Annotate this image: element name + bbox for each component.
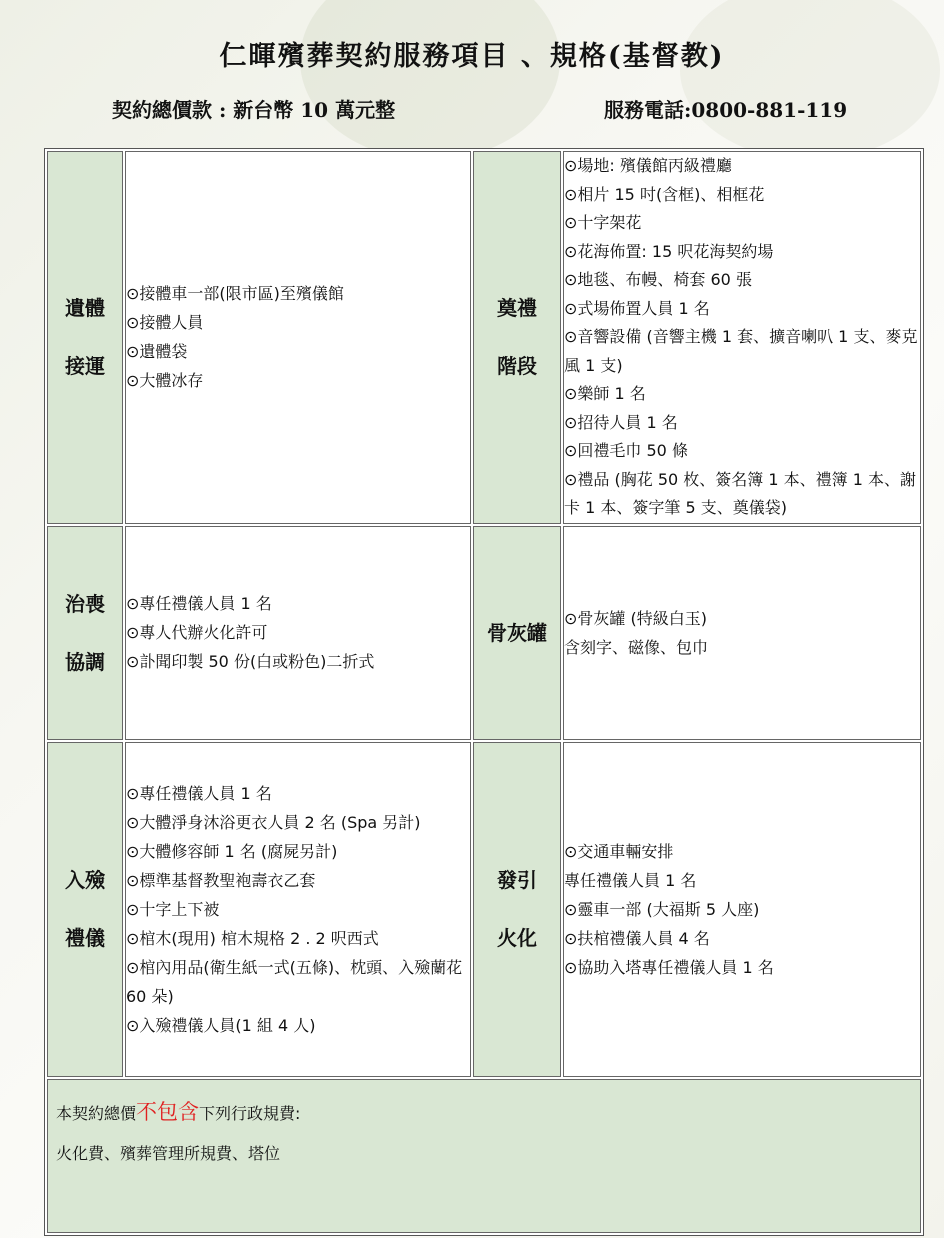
service-table [44,148,924,1236]
section-content-funeral-coordination [125,526,471,740]
contract-price: 契約總價款 : 新台幣 10 萬元整 [112,98,396,122]
exclusions-note [47,1079,921,1233]
table-row [47,151,921,524]
background-leaf [680,0,940,160]
list-item: ⊙骨灰罐 (特級白玉) [564,608,707,628]
list-item: ⊙接體車一部(限市區)至殯儀館 [126,284,344,304]
list-item: ⊙樂師 1 名 [564,384,646,403]
table-row [47,526,921,740]
list-item: ⊙十字架花 [564,213,642,232]
background-leaf [300,0,560,160]
exclusions-list: 火化費、殯葬管理所規費、塔位 [56,1143,281,1163]
list-item: ⊙地毯、布幔、椅套 60 張 [564,270,752,289]
list-item: ⊙場地: 殯儀館丙級禮廳 [564,156,732,175]
table-row [47,742,921,1077]
list-item: ⊙大體冰存 [126,371,204,391]
list-item: ⊙靈車一部 (大福斯 5 人座) [564,899,760,919]
section-content-body-transport [125,151,471,524]
list-item: ⊙招待人員 1 名 [564,412,678,432]
section-label-encoffining: 入殮 禮儀 [47,742,123,1077]
section-label-urn: 骨灰罐 [473,526,561,740]
section-label-body-transport: 遺體 接運 [47,151,123,524]
page-title: 仁暉殯葬契約服務項目 、規格(基督教) [219,41,725,72]
list-item: ⊙十字上下被 [126,899,220,919]
list-item: ⊙音響設備 (音響主機 1 套、擴音喇叭 1 支、麥克風 1 支) [564,327,918,375]
not-included-highlight: 不包含 [136,1099,200,1124]
list-item: ⊙相片 15 吋(含框)、相框花 [564,184,765,204]
list-item: ⊙棺木(現用) 棺木規格 2 . 2 呎西式 [126,928,379,948]
list-item: ⊙大體淨身沐浴更衣人員 2 名 (Spa 另計) [126,812,421,832]
list-item: ⊙專任禮儀人員 1 名 [126,594,272,613]
list-item: ⊙入殮禮儀人員(1 組 4 人) [126,1015,316,1035]
section-label-cremation: 發引 火化 [473,742,561,1077]
section-content-cremation [563,742,921,1077]
section-content-memorial [563,151,921,524]
list-item: ⊙協助入塔專任禮儀人員 1 名 [564,957,774,977]
list-item: ⊙式場佈置人員 1 名 [564,298,710,318]
exclusions-heading: 本契約總價不包含下列行政規費: [56,1099,301,1124]
list-item: ⊙接體人員 [126,313,204,333]
list-item: 含刻字、磁像、包巾 [564,637,709,657]
section-label-memorial: 奠禮 階段 [473,151,561,524]
list-item: 專任禮儀人員 1 名 [564,870,697,890]
list-item: ⊙回禮毛巾 50 條 [564,441,688,460]
list-item: ⊙禮品 (胸花 50 枚、簽名簿 1 本、禮簿 1 本、謝卡 1 本、簽字筆 5 支、奠儀袋) [564,469,916,517]
list-item: ⊙扶棺禮儀人員 4 名 [564,928,710,948]
section-label-funeral-coordination: 治喪 協調 [47,526,123,740]
section-content-urn [563,526,921,740]
list-item: ⊙大體修容師 1 名 (腐屍另計) [126,841,338,861]
list-item: ⊙標準基督教聖袍壽衣乙套 [126,870,316,890]
list-item: ⊙訃聞印製 50 份(白或粉色)二折式 [126,652,375,671]
list-item: ⊙遺體袋 [126,342,188,362]
list-item: ⊙花海佈置: 15 呎花海契約場 [564,241,774,261]
list-item: ⊙交通車輛安排 [564,841,674,861]
table-row [47,1079,921,1233]
list-item: ⊙專任禮儀人員 1 名 [126,783,272,803]
section-content-encoffining [125,742,471,1077]
service-phone: 服務電話:0800-881-119 [604,98,848,122]
list-item: ⊙專人代辦火化許可 [126,623,268,642]
list-item: ⊙棺內用品(衛生紙一式(五條)、枕頭、入殮蘭花 60 朵) [126,957,463,1006]
